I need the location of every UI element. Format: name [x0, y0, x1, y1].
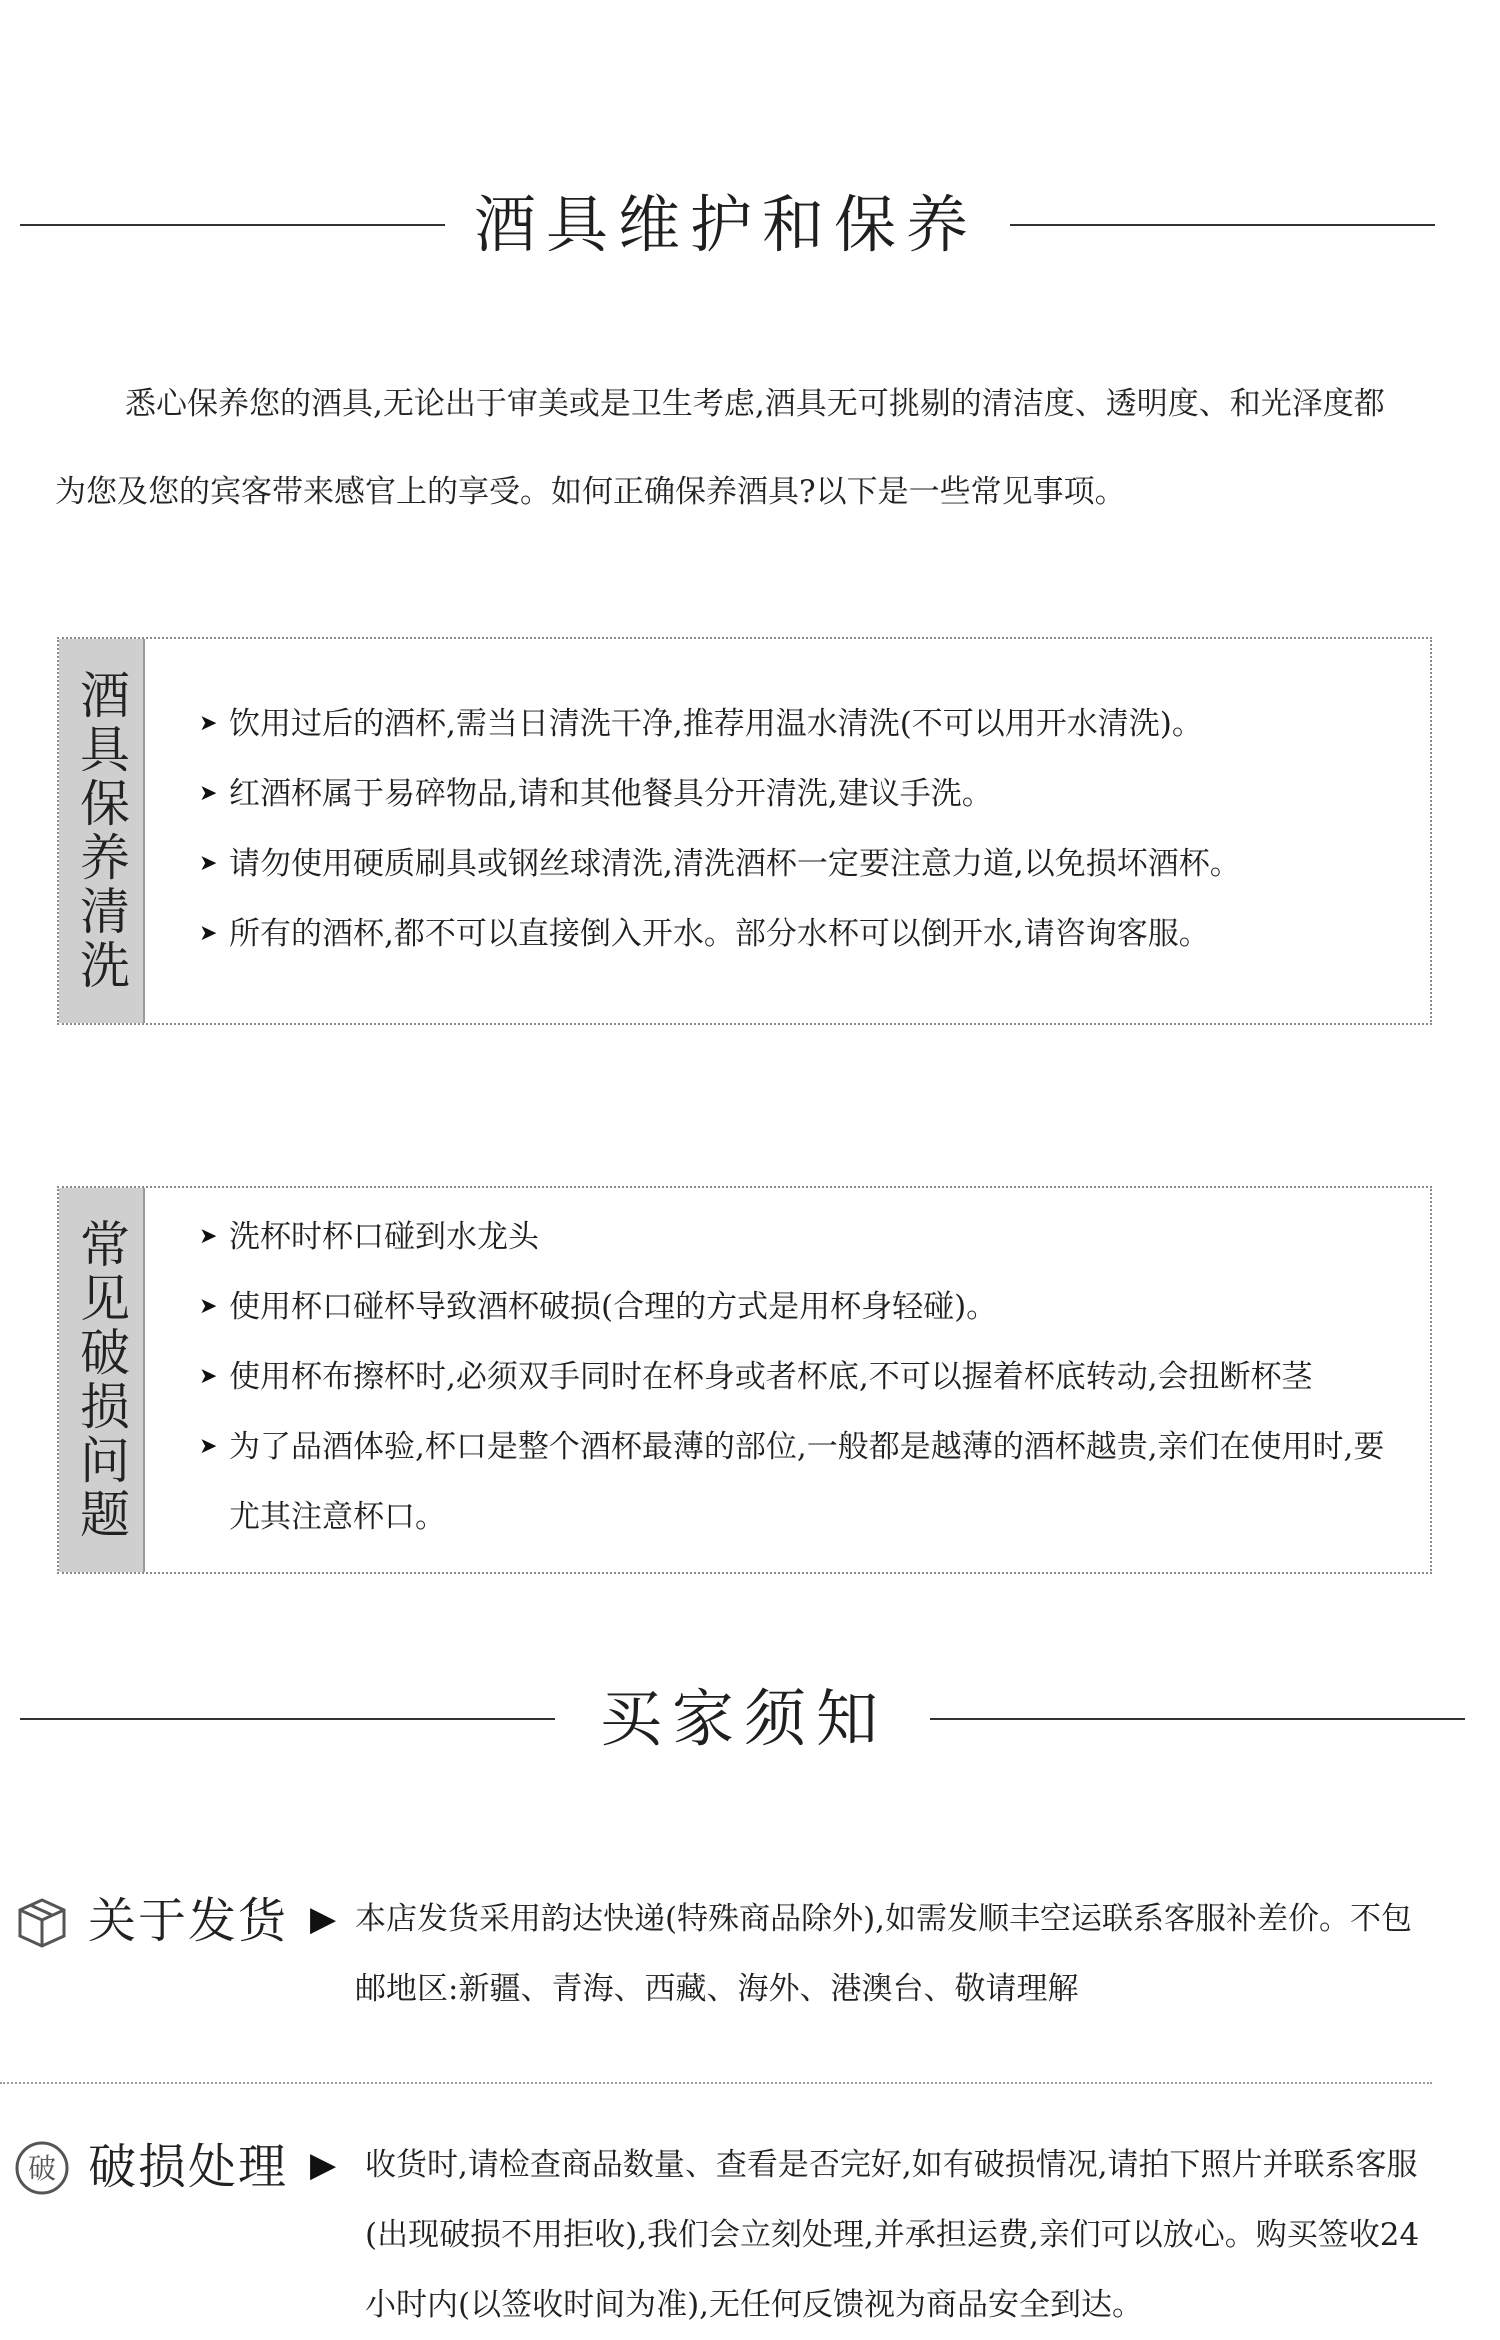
section-heading-maintenance: 酒具维护和保养: [474, 188, 979, 261]
damage-list: [199, 1202, 1410, 1552]
shipping-text: 本店发货采用韵达快递(特殊商品除外),如需发顺丰空运联系客服补差价。不包邮地区:新疆、青海、西藏、海外、港澳台、敬请理解: [355, 1901, 1413, 2007]
play-triangle-icon: ▶: [310, 1899, 337, 1939]
play-triangle-icon: ▶: [310, 2145, 337, 2185]
arrow-icon: ➤: [199, 1434, 218, 1459]
list-item: [199, 829, 1410, 899]
arrow-icon: ➤: [199, 1224, 218, 1249]
intro-paragraph: 悉心保养您的酒具,无论出于审美或是卫生考虑,酒具无可挑剔的清洁度、透明度、和光泽度都为您及您的宾客带来感官上的享受。如何正确保养酒具?以下是一些常见事项。: [55, 386, 1385, 510]
arrow-icon: ➤: [199, 1364, 218, 1389]
notice-divider: [0, 2082, 1432, 2084]
section-heading-buyer-notice: 买家须知: [600, 1682, 889, 1755]
arrow-icon: ➤: [199, 1294, 218, 1319]
heading-rule-left: [20, 224, 445, 226]
arrow-icon: ➤: [199, 921, 218, 946]
list-item: [199, 1202, 1410, 1272]
list-item: [199, 689, 1410, 759]
list-item-text: 红酒杯属于易碎物品,请和其他餐具分开清洗,建议手洗。: [229, 776, 993, 812]
heading-rule-left: [20, 1718, 555, 1720]
list-item-text: 使用杯布擦杯时,必须双手同时在杯身或者杯底,不可以握着杯底转动,会扭断杯茎: [229, 1359, 1313, 1395]
arrow-icon: ➤: [199, 711, 218, 736]
list-item-text: 为了品酒体验,杯口是整个酒杯最薄的部位,一般都是越薄的酒杯越贵,亲们在使用时,要尤其注意杯口。: [229, 1429, 1385, 1535]
list-item-text: 所有的酒杯,都不可以直接倒入开水。部分水杯可以倒开水,请咨询客服。: [229, 916, 1210, 952]
arrow-icon: ➤: [199, 781, 218, 806]
list-item: [199, 1342, 1410, 1412]
box-icon: [14, 1894, 70, 1950]
list-item-text: 使用杯口碰杯导致酒杯破损(合理的方式是用杯身轻碰)。: [229, 1289, 998, 1325]
damage-text: 收货时,请检查商品数量、查看是否完好,如有破损情况,请拍下照片并联系客服(出现破损不用拒收),我们会立刻处理,并承担运费,亲们可以放心。购买签收24小时内(以签收时间为准),无任何反馈视为商品安全到达。: [365, 2147, 1420, 2323]
list-item: [199, 1412, 1410, 1552]
heading-rule-right: [930, 1718, 1465, 1720]
broken-icon-glyph: 破: [27, 2152, 57, 2185]
list-item-text: 洗杯时杯口碰到水龙头: [229, 1219, 539, 1255]
care-box-title: 酒具保养清洗: [72, 669, 130, 993]
list-item-text: 饮用过后的酒杯,需当日清洗干净,推荐用温水清洗(不可以用开水清洗)。: [229, 706, 1203, 742]
arrow-icon: ➤: [199, 851, 218, 876]
list-item: [199, 759, 1410, 829]
list-item: [199, 899, 1410, 969]
care-box-sidebar: [59, 639, 145, 1023]
list-item: [199, 1272, 1410, 1342]
broken-icon: [14, 2140, 70, 2196]
shipping-title: 关于发货: [88, 1893, 289, 1949]
care-box: [57, 637, 1432, 1025]
damage-box: [57, 1186, 1432, 1574]
damage-box-sidebar: [59, 1188, 145, 1572]
damage-title: 破损处理: [88, 2139, 289, 2195]
care-list: [199, 689, 1410, 969]
damage-box-title: 常见破损问题: [72, 1218, 130, 1542]
list-item-text: 请勿使用硬质刷具或钢丝球清洗,清洗酒杯一定要注意力道,以免损坏酒杯。: [229, 846, 1241, 882]
heading-rule-right: [1010, 224, 1435, 226]
